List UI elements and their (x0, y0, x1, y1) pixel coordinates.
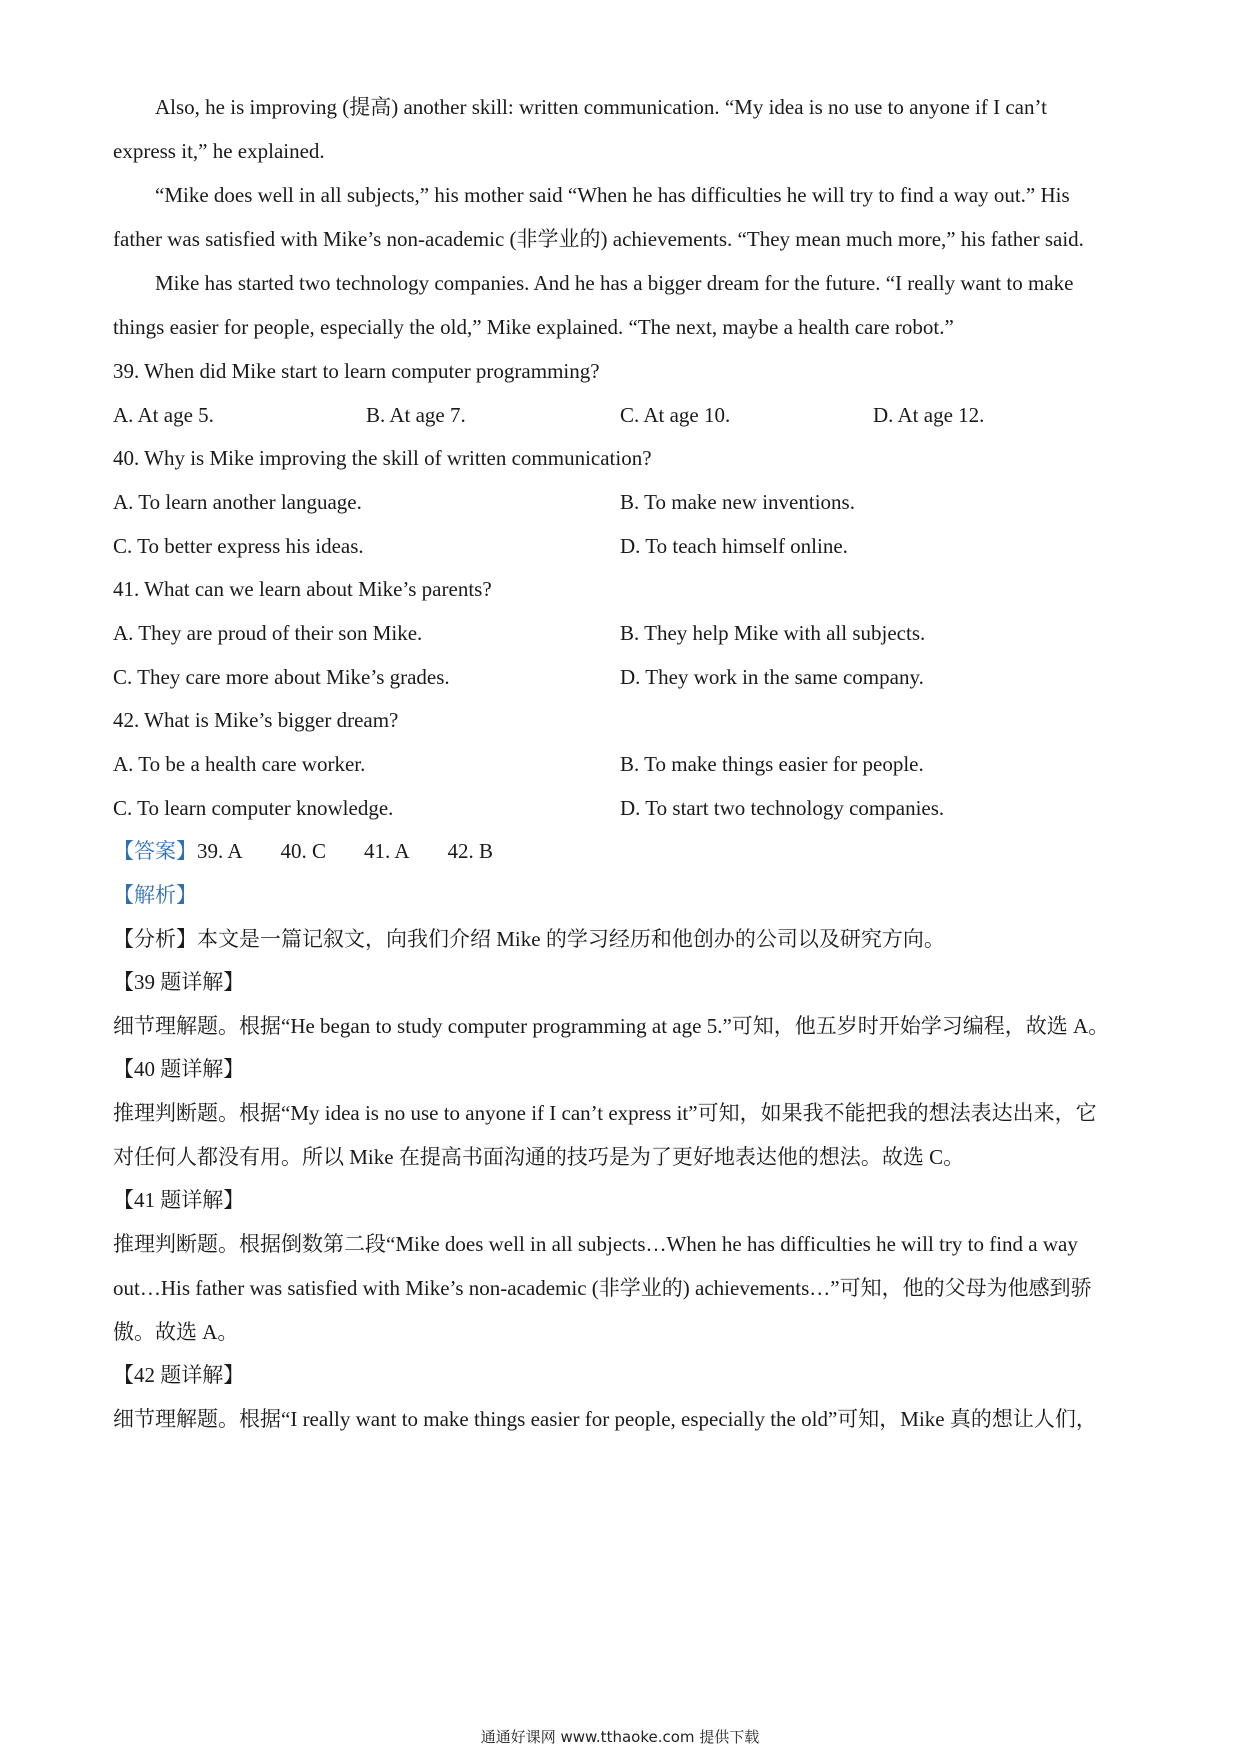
passage-p1-line2: express it,” he explained. (113, 139, 325, 163)
question-41-stem: 41. What can we learn about Mike’s parents? (113, 577, 492, 601)
question-42-option-b: B. To make things easier for people. (620, 752, 924, 776)
q41-detail-heading: 【41 题详解】 (113, 1188, 245, 1212)
q40-detail-text-line2: 对任何人都没有用。所以 Mike 在提高书面沟通的技巧是为了更好地表达他的想法。故选 C。 (113, 1145, 965, 1169)
passage-p1-line1: Also, he is improving (提高) another skill: written communication. “My idea is no use to anyone if I can’t (155, 95, 1047, 119)
question-39-option-b: B. At age 7. (366, 403, 466, 427)
q42-detail-text: 细节理解题。根据“I really want to make things easier for people, especially the old”可知，Mike 真的想让人们， (113, 1407, 1097, 1431)
answer-line (113, 836, 1140, 866)
answer-item: 42. B (447, 839, 494, 863)
answer-item: 40. C (280, 839, 327, 863)
question-39-option-c: C. At age 10. (620, 403, 731, 427)
q39-detail-text: 细节理解题。根据“He began to study computer programming at age 5.”可知，他五岁时开始学习编程，故选 A。 (113, 1014, 1110, 1038)
question-39-option-a: A. At age 5. (113, 403, 214, 427)
passage-p3-line2: things easier for people, especially the old,” Mike explained. “The next, maybe a health care robot.” (113, 315, 954, 339)
passage-p3-line1: Mike has started two technology companies. And he has a bigger dream for the future. “I really want to make (155, 271, 1074, 295)
question-42-option-c: C. To learn computer knowledge. (113, 796, 394, 820)
question-40-option-b: B. To make new inventions. (620, 490, 855, 514)
answer-label: 【答案】 (113, 839, 197, 863)
question-41-option-c: C. They care more about Mike’s grades. (113, 665, 450, 689)
question-40-option-c: C. To better express his ideas. (113, 534, 364, 558)
answer-item: 41. A (364, 839, 410, 863)
question-40-stem: 40. Why is Mike improving the skill of written communication? (113, 446, 652, 470)
q41-detail-text-line1: 推理判断题。根据倒数第二段“Mike does well in all subjects…When he has difficulties he will try to find a way (113, 1232, 1078, 1256)
question-42-option-d: D. To start two technology companies. (620, 796, 945, 820)
analysis-label: 【解析】 (113, 883, 197, 907)
question-39-option-d: D. At age 12. (873, 403, 985, 427)
question-42-stem: 42. What is Mike’s bigger dream? (113, 708, 399, 732)
question-41-option-a: A. They are proud of their son Mike. (113, 621, 423, 645)
question-42-option-a: A. To be a health care worker. (113, 752, 366, 776)
passage-p2-line2: father was satisfied with Mike’s non-academic (非学业的) achievements. “They mean much more,” his father said. (113, 227, 1084, 251)
question-40-option-d: D. To teach himself online. (620, 534, 848, 558)
question-41-option-b: B. They help Mike with all subjects. (620, 621, 926, 645)
passage-p2-line1: “Mike does well in all subjects,” his mother said “When he has difficulties he will try to find a way out.” His (155, 183, 1070, 207)
q42-detail-heading: 【42 题详解】 (113, 1363, 245, 1387)
q41-detail-text-line2: out…His father was satisfied with Mike’s non-academic (非学业的) achievements…”可知，他的父母为他感到骄 (113, 1276, 1092, 1300)
question-39-stem: 39. When did Mike start to learn computer programming? (113, 359, 600, 383)
q39-detail-heading: 【39 题详解】 (113, 970, 245, 994)
q41-detail-text-line3: 傲。故选 A。 (113, 1320, 239, 1344)
page-footer: 通通好课网 www.tthaoke.com 提供下载 (480, 1728, 760, 1746)
q40-detail-heading: 【40 题详解】 (113, 1057, 245, 1081)
question-41-option-d: D. They work in the same company. (620, 665, 924, 689)
q40-detail-text-line1: 推理判断题。根据“My idea is no use to anyone if I can’t express it”可知，如果我不能把我的想法表达出来，它 (113, 1101, 1097, 1125)
answer-item: 39. A (197, 839, 243, 863)
analysis-summary: 【分析】本文是一篇记叙文，向我们介绍 Mike 的学习经历和他创办的公司以及研究方向。 (113, 927, 945, 951)
question-40-option-a: A. To learn another language. (113, 490, 362, 514)
